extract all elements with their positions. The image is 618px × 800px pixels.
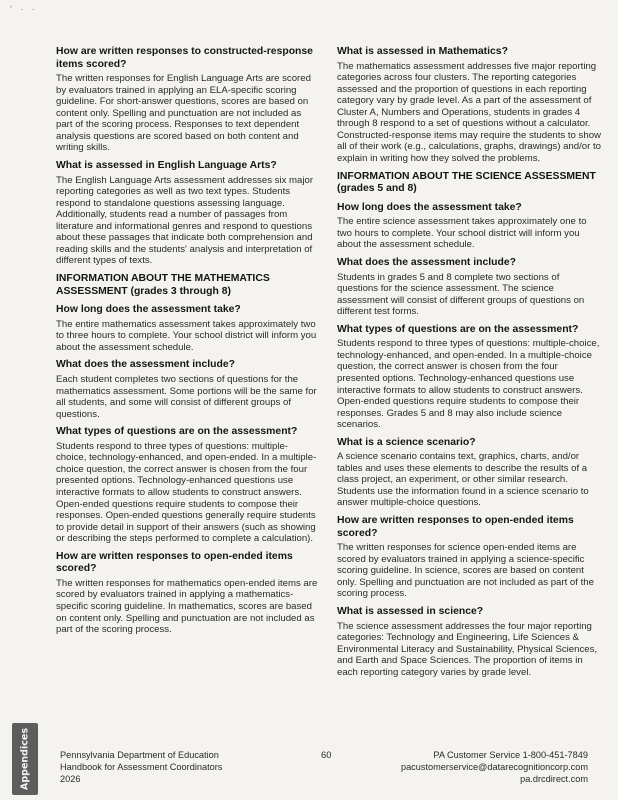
footer-org-line: Handbook for Assessment Coordinators (60, 762, 223, 772)
section-science-scenario (337, 437, 601, 509)
appendices-tab (12, 723, 38, 795)
section-body: The written responses for science open-ended items are scored by evaluators trained in applying a science-specific scoring guideline. In science, scores are based on content only. Spelling and punctuation are not included as part of the scoring process. (337, 542, 594, 600)
footer-contact (401, 749, 588, 785)
science-info-heading (337, 171, 601, 196)
section-heading: What is assessed in English Language Arts? (56, 160, 277, 172)
section-body: Each student completes two sections of questions for the mathematics assessment. Some portions will be the same for all students, and some will consist of different groups of questions. (56, 374, 317, 420)
section-heading: What is assessed in Mathematics? (337, 46, 508, 57)
section-math-assessed (337, 46, 601, 165)
section-heading: What types of questions are on the assessment? (337, 323, 579, 335)
section-body: Students respond to three types of questions: multiple-choice, technology-enhanced, and open-ended. In a multiple-choice question, the correct answer is chosen from the four presented options. Technology-enhanced questions use interactive formats to allow students to construct answers. Open-ended questions require students to compose their responses. Grades 5 and 8 may also include science scenarios. (337, 338, 600, 431)
section-science-duration (337, 202, 601, 251)
section-heading: What is assessed in science? (337, 605, 484, 617)
section-heading: How are written responses to open-ended items scored? (56, 550, 293, 575)
page-footer (0, 718, 618, 800)
science-info-title: INFORMATION ABOUT THE SCIENCE ASSESSMENT (337, 170, 596, 182)
section-body: The entire mathematics assessment takes approximately two to three hours to complete. Your school district will inform you about the assessment schedule. (56, 318, 317, 353)
right-column (337, 46, 601, 682)
section-body: The mathematics assessment addresses five major reporting categories across four clusters. The reporting categories assessed and the proportion of questions in each reporting category vary by grade level. As a part of the assessment of Cluster A, Numbers and Operations, students in grades 4 through 8 respond to a set of questions without a calculator. Constructed-response items may require the students to show all of their work (e.g., calculations, graphs, drawings) and/or to explain in writing how they solved the problems. (337, 60, 601, 164)
section-heading: How are written responses to open-ended items scored? (337, 515, 574, 539)
section-heading: What types of questions are on the assessment? (56, 426, 298, 438)
section-body: The written responses for mathematics open-ended items are scored by evaluators trained in applying a mathematics-specific scoring guideline. In mathematics, scores are based on content only. Spelling and punctuation are not included as part of the scoring process. (56, 577, 318, 636)
section-science-assessed (337, 606, 601, 678)
section-body: The entire science assessment takes approximately one to two hours to complete. Your school district will inform you about the assessment schedule. (337, 216, 587, 251)
appendices-tab-label: Appendices (19, 728, 31, 790)
customer-service-email: pacustomerservice@datarecognitioncorp.com (400, 762, 588, 772)
math-info-heading (56, 273, 318, 298)
section-math-duration (56, 304, 318, 353)
science-info-grades: (grades 5 and 8) (337, 183, 417, 195)
section-heading: What does the assessment include? (337, 256, 516, 268)
section-body: The written responses for English Language Arts are scored by evaluators trained in applying an ELA-specific scoring guideline. For short-answer questions, scores are based on content only. Spelling and punctuation are not included as part of the scoring process. Responses to text dependent analysis questions are scored based on both content and writing skills. (56, 73, 311, 154)
left-column (56, 46, 318, 640)
section-body: Students in grades 5 and 8 complete two sections of questions for the science assessment. The science assessment will consist of different groups of questions on different test forms. (337, 271, 585, 318)
footer-org-line: Pennsylvania Department of Education (60, 750, 219, 760)
section-heading: What does the assessment include? (56, 359, 235, 371)
section-science-open-ended-scoring (337, 515, 601, 600)
customer-service-phone: PA Customer Service 1-800-451-7849 (433, 750, 588, 760)
section-heading: What is a science scenario? (337, 436, 476, 448)
section-body: The English Language Arts assessment addresses six major reporting categories as well as two text types. Students respond to standalone questions assessing language. Additionally, students read a number of passages from literature and informational genres and respond to questions about these passages that indicate both comprehension and reading skills and the students' analysis and interpretation of different types of texts. (56, 174, 314, 267)
section-ela-scoring (56, 46, 318, 154)
section-science-question-types (337, 324, 601, 431)
math-info-grades: (grades 3 through 8) (130, 285, 231, 297)
scan-corner-marks: ' · · (10, 4, 38, 14)
section-math-includes (56, 359, 318, 420)
footer-organization (60, 749, 222, 785)
math-info-title: INFORMATION ABOUT THE MATHEMATICS ASSESSMENT (56, 272, 270, 297)
website-link: pa.drcdirect.com (520, 774, 588, 784)
section-body: A science scenario contains text, graphics, charts, and/or tables and uses these elements to describe the results of a class project, an experiment, or other similar research. Students use the information found in a science scenario to answer multiple-choice questions. (337, 451, 589, 509)
section-heading: How are written responses to constructed-response items scored? (56, 46, 313, 70)
section-science-includes (337, 257, 601, 318)
section-heading: How long does the assessment take? (56, 304, 241, 316)
page-number: 60 (321, 749, 332, 760)
section-math-question-types (56, 426, 318, 545)
section-body: Students respond to three types of questions: multiple-choice, technology-enhanced, and open-ended. In a multiple-choice question, the correct answer is chosen from the four presented options. Technology-enhanced questions use interactive formats to allow students to construct answers. Open-ended questions require students to compose their responses. Open-ended questions generally require students to provide detail in support of their answers (such as showing or describing the steps performed to complete a calculation). (56, 440, 317, 545)
section-math-open-ended-scoring (56, 551, 318, 636)
section-heading: How long does the assessment take? (337, 201, 522, 213)
section-ela-assessed (56, 160, 318, 267)
footer-org-line: 2026 (60, 774, 81, 784)
section-body: The science assessment addresses the four major reporting categories: Technology and Engineering, Life Sciences & Environmental Literacy and Sustainability, Physical Sciences, and Earth and Space Sciences. The proportion of items in each reporting category varies by grade level. (337, 620, 598, 678)
